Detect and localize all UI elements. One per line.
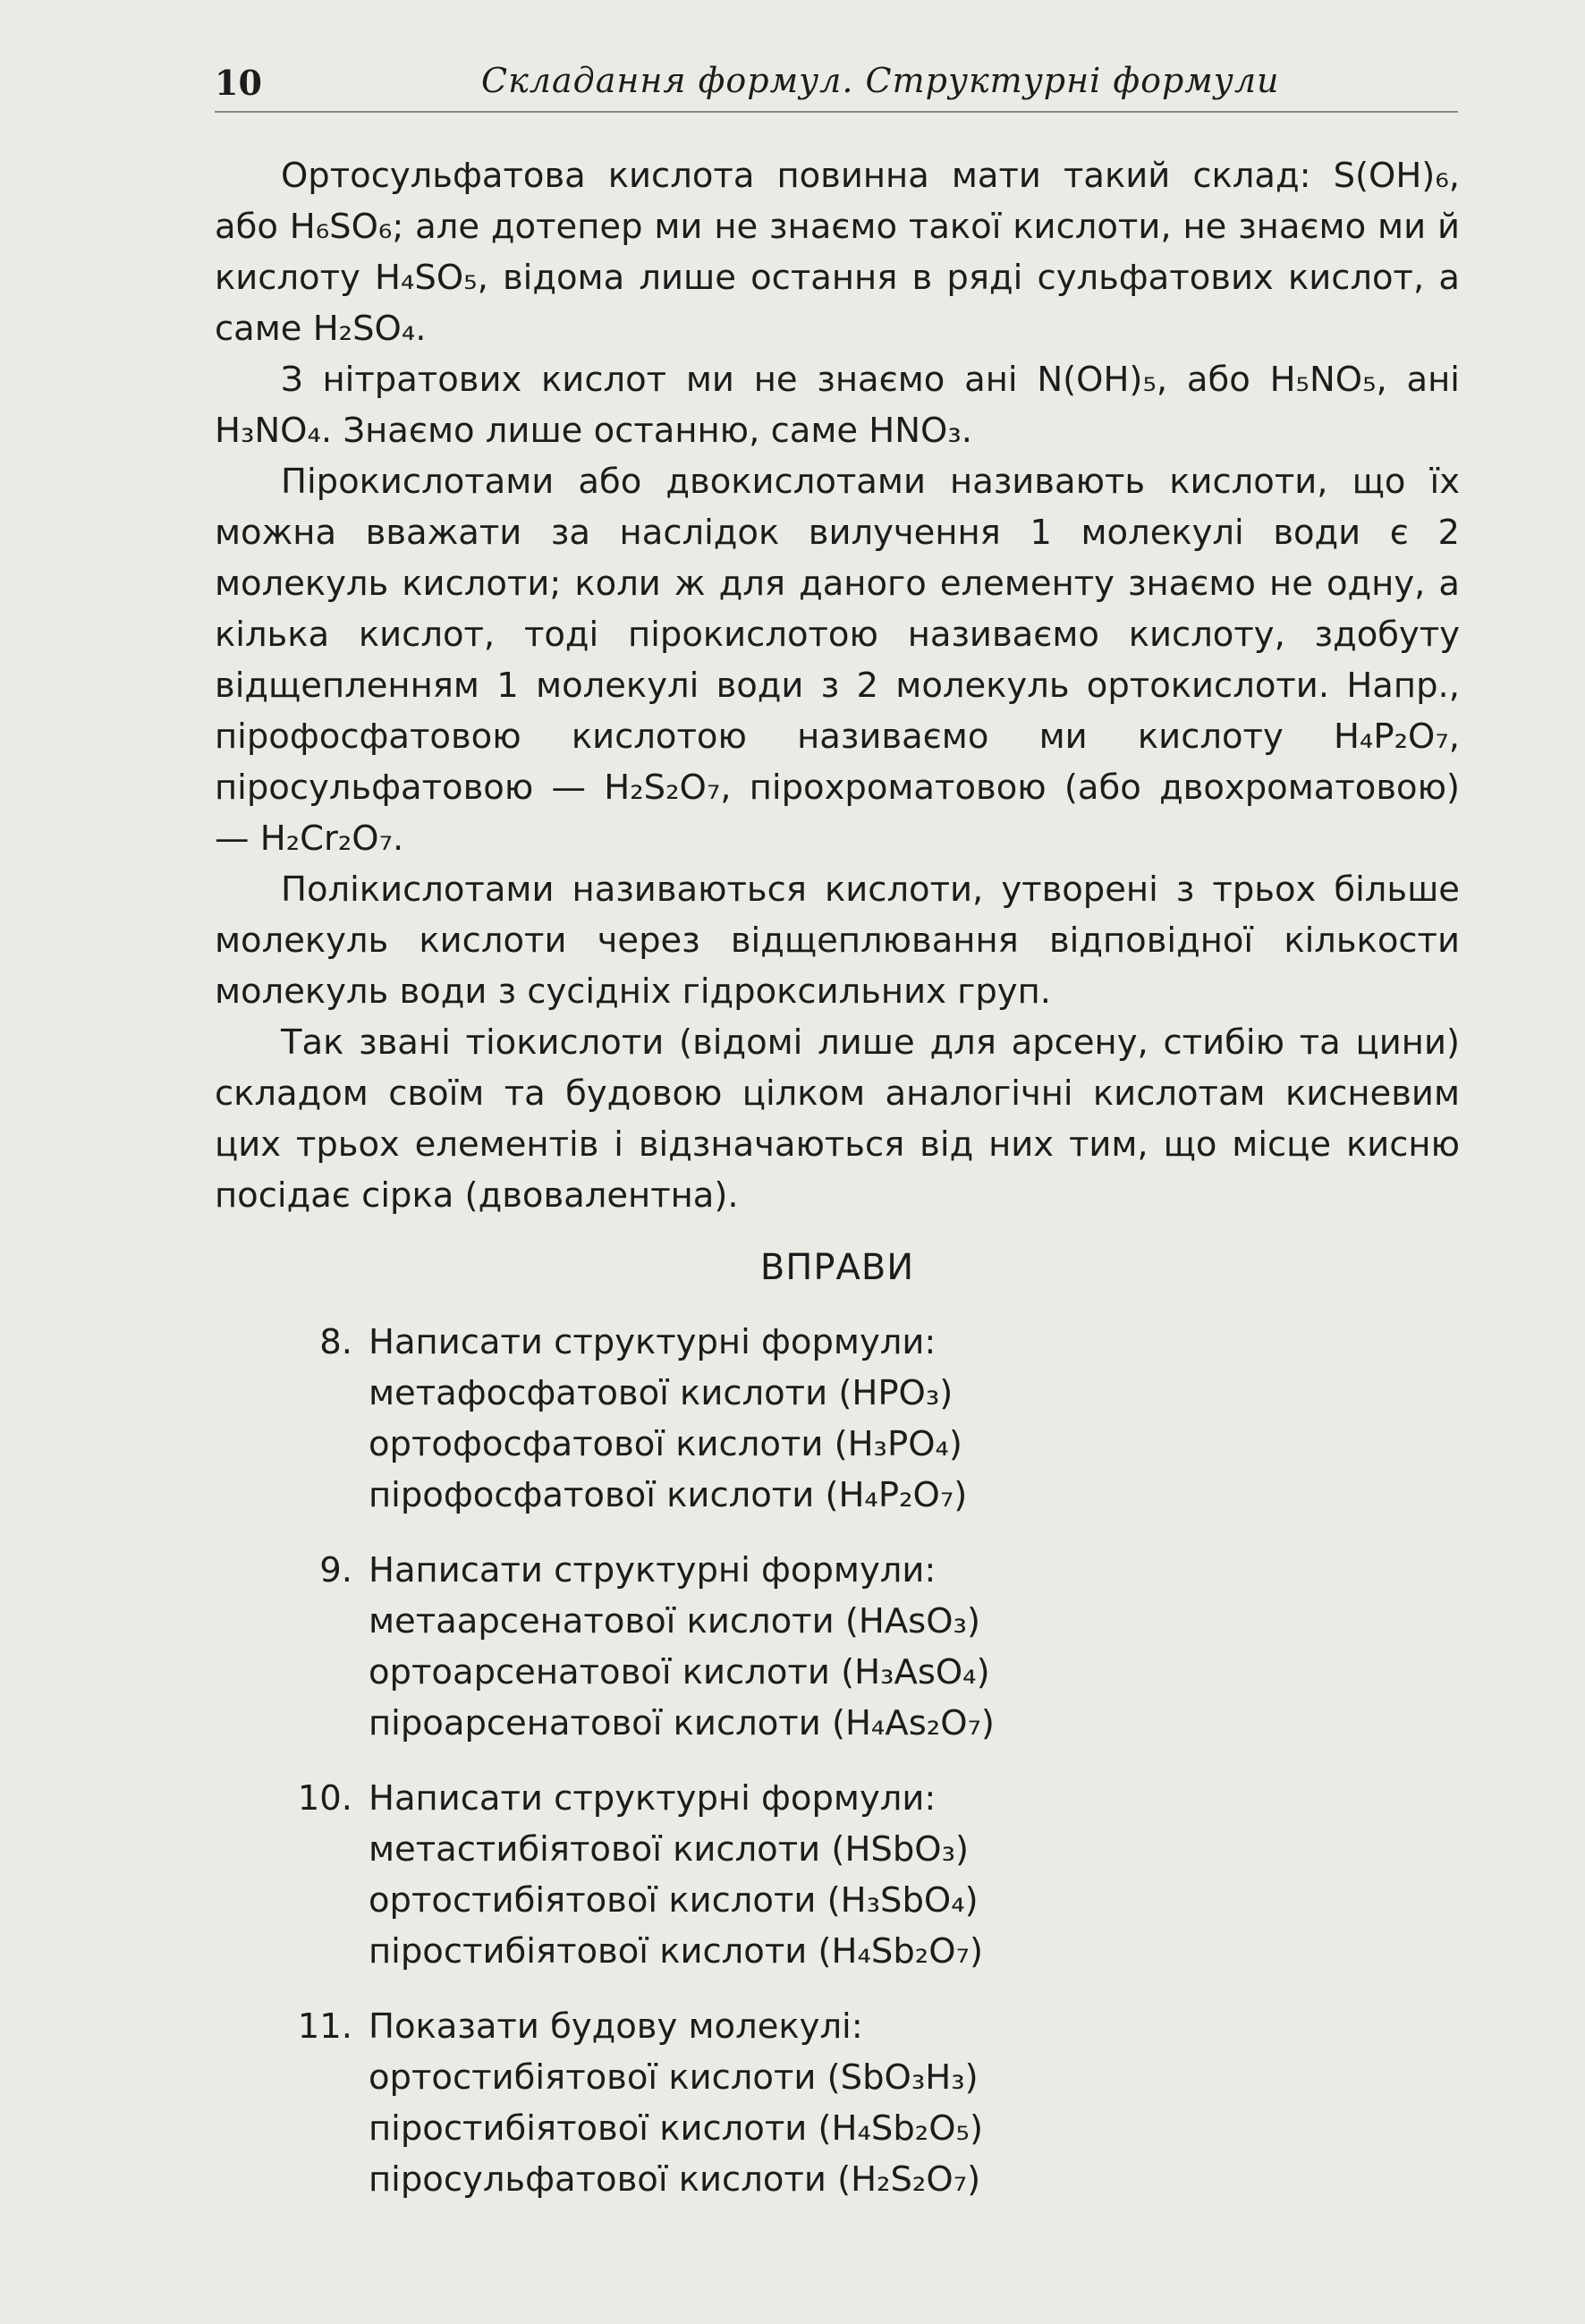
exercise-line: метастибіятової кислоти (HSbO₃) <box>369 1829 970 1870</box>
exercise-line: метаарсенатової кислоти (HAsO₃) <box>369 1601 980 1641</box>
exercise-item <box>268 1773 1252 1977</box>
exercise-line: ортоарсенатової кислоти (H₃AsO₄) <box>369 1652 990 1692</box>
exercise-item <box>268 1545 1252 1749</box>
paragraph: З нітратових кислот ми не знаємо ані N(OH)₅, або H₅NO₅, ані H₃NO₄. Знаємо лише останню, саме HNO₃. <box>215 360 1460 451</box>
paragraph: Так звані тіокислоти (відомі лише для арсену, стибію та цини) складом своїм та будовою цілком аналогічні кислотам кисневим цих трьох елементів і відзначаються від них тим, що місце кисню посідає сірка (двовалентна). <box>215 1022 1460 1216</box>
exercise-heading: Написати структурні формули: <box>369 1778 937 1819</box>
exercise-heading: Написати структурні формули: <box>369 1550 937 1590</box>
exercise-line: піросульфатової кислоти (H₂S₂O₇) <box>369 2159 981 2200</box>
exercise-list <box>268 1317 1252 2229</box>
exercise-line: ортостибіятової кислоти (SbO₃H₃) <box>369 2057 979 2098</box>
exercise-number: 11. <box>297 2006 352 2047</box>
exercise-number: 10. <box>297 1778 352 1819</box>
paragraph: Полікислотами називаються кислоти, утворені з трьох більше молекуль кислоти через відщеплювання відповідної кількости молекуль води з сусідніх гідроксильних груп. <box>215 869 1460 1012</box>
running-title: Складання формул. Структурні формули <box>481 61 1280 100</box>
exercise-line: піростибіятової кислоти (H₄Sb₂O₅) <box>369 2108 984 2149</box>
exercise-line: ортостибіятової кислоти (H₃SbO₄) <box>369 1880 979 1921</box>
exercise-line: піроарсенатової кислоти (H₄As₂O₇) <box>369 1703 995 1743</box>
exercise-number: 8. <box>319 1322 352 1362</box>
exercise-heading: Написати структурні формули: <box>369 1322 937 1362</box>
header-rule <box>215 111 1458 113</box>
paragraph: Пірокислотами або двокислотами називають кислоти, що їх можна вважати за наслідок вилучення 1 молекулі води є 2 молекуль кислоти; коли ж для даного елементу знаємо не одну, а кілька кислот, тоді пірокислотою називаємо кислоту, здобуту відщепленням 1 молекулі води з 2 молекуль ортокислоти. Напр., пірофосфатовою кислотою називаємо ми кислоту H₄P₂O₇, піросульфатовою — H₂S₂O₇, пірохроматовою (або двохроматовою) — H₂Cr₂O₇. <box>215 462 1460 859</box>
exercise-item <box>268 1317 1252 1521</box>
exercise-item <box>268 2001 1252 2205</box>
exercise-line: пірофосфатової кислоти (H₄P₂O₇) <box>369 1475 968 1515</box>
section-title: ВПРАВИ <box>759 1247 915 1288</box>
exercise-line: ортофосфатової кислоти (H₃PO₄) <box>369 1424 962 1464</box>
body-text <box>215 150 1460 1221</box>
exercise-line: метафосфатової кислоти (HPO₃) <box>369 1373 954 1413</box>
page-number: 10 <box>215 63 262 103</box>
page-header <box>215 55 1458 109</box>
paragraph: Ортосульфатова кислота повинна мати такий склад: S(OH)₆, або H₆SO₆; але дотепер ми не знаємо такої кислоти, не знаємо ми й кислоту H₄SO₅, відома лише остання в ряді сульфатових кислот, а саме H₂SO₄. <box>215 156 1460 349</box>
exercise-heading: Показати будову молекулі: <box>369 2006 863 2047</box>
exercise-line: піростибіятової кислоти (H₄Sb₂O₇) <box>369 1931 984 1972</box>
exercise-number: 9. <box>319 1550 352 1590</box>
